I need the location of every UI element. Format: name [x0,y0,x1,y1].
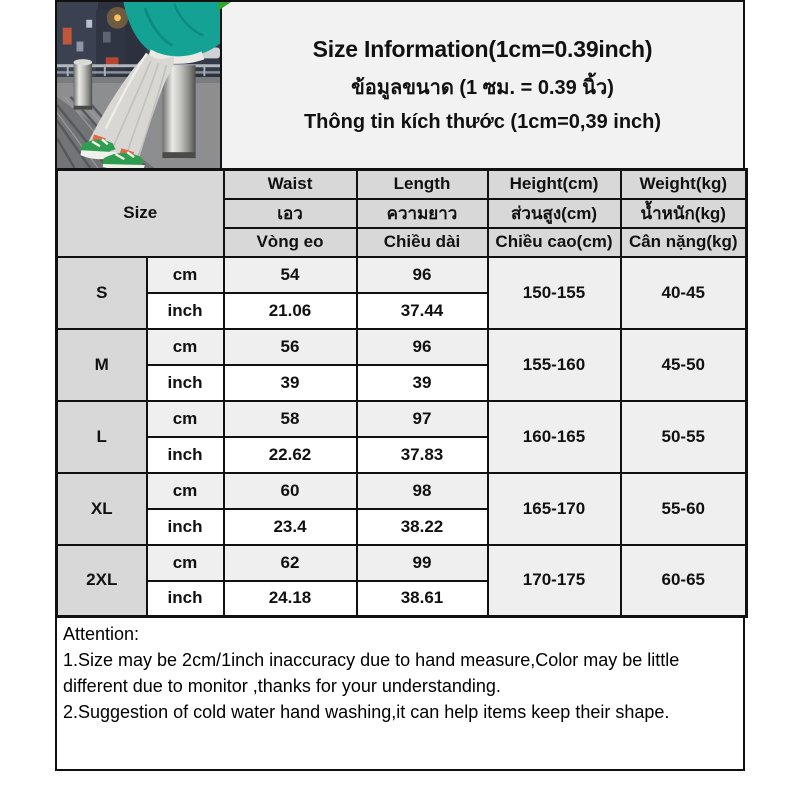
bollard-right [162,65,195,158]
size-cell-S: S [57,257,147,329]
unit-inch-cell-M: inch [147,365,224,401]
size-row-L-cm [57,401,747,437]
unit-cm-cell-2XL: cm [147,545,224,581]
length-inch-value-M: 39 [357,365,488,401]
size-cell-2XL: 2XL [57,545,147,617]
attention-heading: Attention: [63,624,140,644]
length-cm-value-S: 96 [357,257,488,293]
length-inch-value-2XL: 38.61 [357,581,488,617]
size-row-M-cm [57,329,747,365]
waist-inch-value-2XL: 24.18 [224,581,357,617]
height-header-vi: Chiều cao(cm) [488,228,621,257]
corner-accent-triangle [218,2,231,11]
unit-cm-cell-S: cm [147,257,224,293]
waist-inch-value-M: 39 [224,365,357,401]
size-cell-M: M [57,329,147,401]
unit-inch-cell-L: inch [147,437,224,473]
waist-inch-value-XL: 23.4 [224,509,357,545]
attention-item-1: 1.Size may be 2cm/1inch inaccuracy due to hand measure,Color may be little different due to monitor ,thanks for your understanding. [63,650,680,696]
product-photo [55,0,222,168]
length-header-en: Length [357,170,488,199]
length-inch-value-L: 37.83 [357,437,488,473]
waist-cm-value-S: 54 [224,257,357,293]
length-cm-value-M: 96 [357,329,488,365]
weight-range-S: 40-45 [621,257,747,329]
size-header-label: Size [57,170,224,257]
title-box [222,0,745,168]
weight-header-vi: Cân nặng(kg) [621,228,747,257]
weight-header-th: น้ำหนัก(kg) [621,199,747,228]
unit-cm-cell-M: cm [147,329,224,365]
title-thai: ข้อมูลขนาด (1 ซม. = 0.39 นิ้ว) [351,77,614,99]
unit-cm-cell-L: cm [147,401,224,437]
size-cell-XL: XL [57,473,147,545]
waist-cm-value-2XL: 62 [224,545,357,581]
length-header-vi: Chiều dài [357,228,488,257]
length-inch-value-S: 37.44 [357,293,488,329]
height-header-th: ส่วนสูง(cm) [488,199,621,228]
weight-range-XL: 55-60 [621,473,747,545]
top-row [55,0,745,168]
waist-cm-value-L: 58 [224,401,357,437]
length-cm-value-2XL: 99 [357,545,488,581]
unit-inch-cell-S: inch [147,293,224,329]
waist-cm-value-M: 56 [224,329,357,365]
unit-inch-cell-2XL: inch [147,581,224,617]
waist-inch-value-S: 21.06 [224,293,357,329]
waist-cm-value-XL: 60 [224,473,357,509]
waist-header-th: เอว [224,199,357,228]
size-row-S-cm [57,257,747,293]
weight-range-2XL: 60-65 [621,545,747,617]
size-table-header [57,170,747,257]
height-range-XL: 165-170 [488,473,621,545]
weight-range-L: 50-55 [621,401,747,473]
size-cell-L: L [57,401,147,473]
height-range-L: 160-165 [488,401,621,473]
height-header-en: Height(cm) [488,170,621,199]
attention-item-2: 2.Suggestion of cold water hand washing,it can help items keep their shape. [63,702,670,722]
size-chart-content [55,0,745,771]
waist-header-vi: Vòng eo [224,228,357,257]
product-photo-illustration [57,2,220,168]
length-inch-value-XL: 38.22 [357,509,488,545]
attention-box [55,618,745,771]
unit-inch-cell-XL: inch [147,509,224,545]
weight-range-M: 45-50 [621,329,747,401]
bollard-left [74,59,93,110]
size-table [55,168,748,618]
height-range-2XL: 170-175 [488,545,621,617]
length-cm-value-L: 97 [357,401,488,437]
length-cm-value-XL: 98 [357,473,488,509]
waist-header-en: Waist [224,170,357,199]
size-row-XL-cm [57,473,747,509]
size-table-body [57,257,747,617]
unit-cm-cell-XL: cm [147,473,224,509]
title-vietnamese: Thông tin kích thước (1cm=0,39 inch) [303,111,662,133]
height-range-M: 155-160 [488,329,621,401]
height-range-S: 150-155 [488,257,621,329]
size-row-2XL-cm [57,545,747,581]
title-english: Size Information(1cm=0.39inch) [312,36,653,62]
weight-header-en: Weight(kg) [621,170,747,199]
waist-inch-value-L: 22.62 [224,437,357,473]
length-header-th: ความยาว [357,199,488,228]
